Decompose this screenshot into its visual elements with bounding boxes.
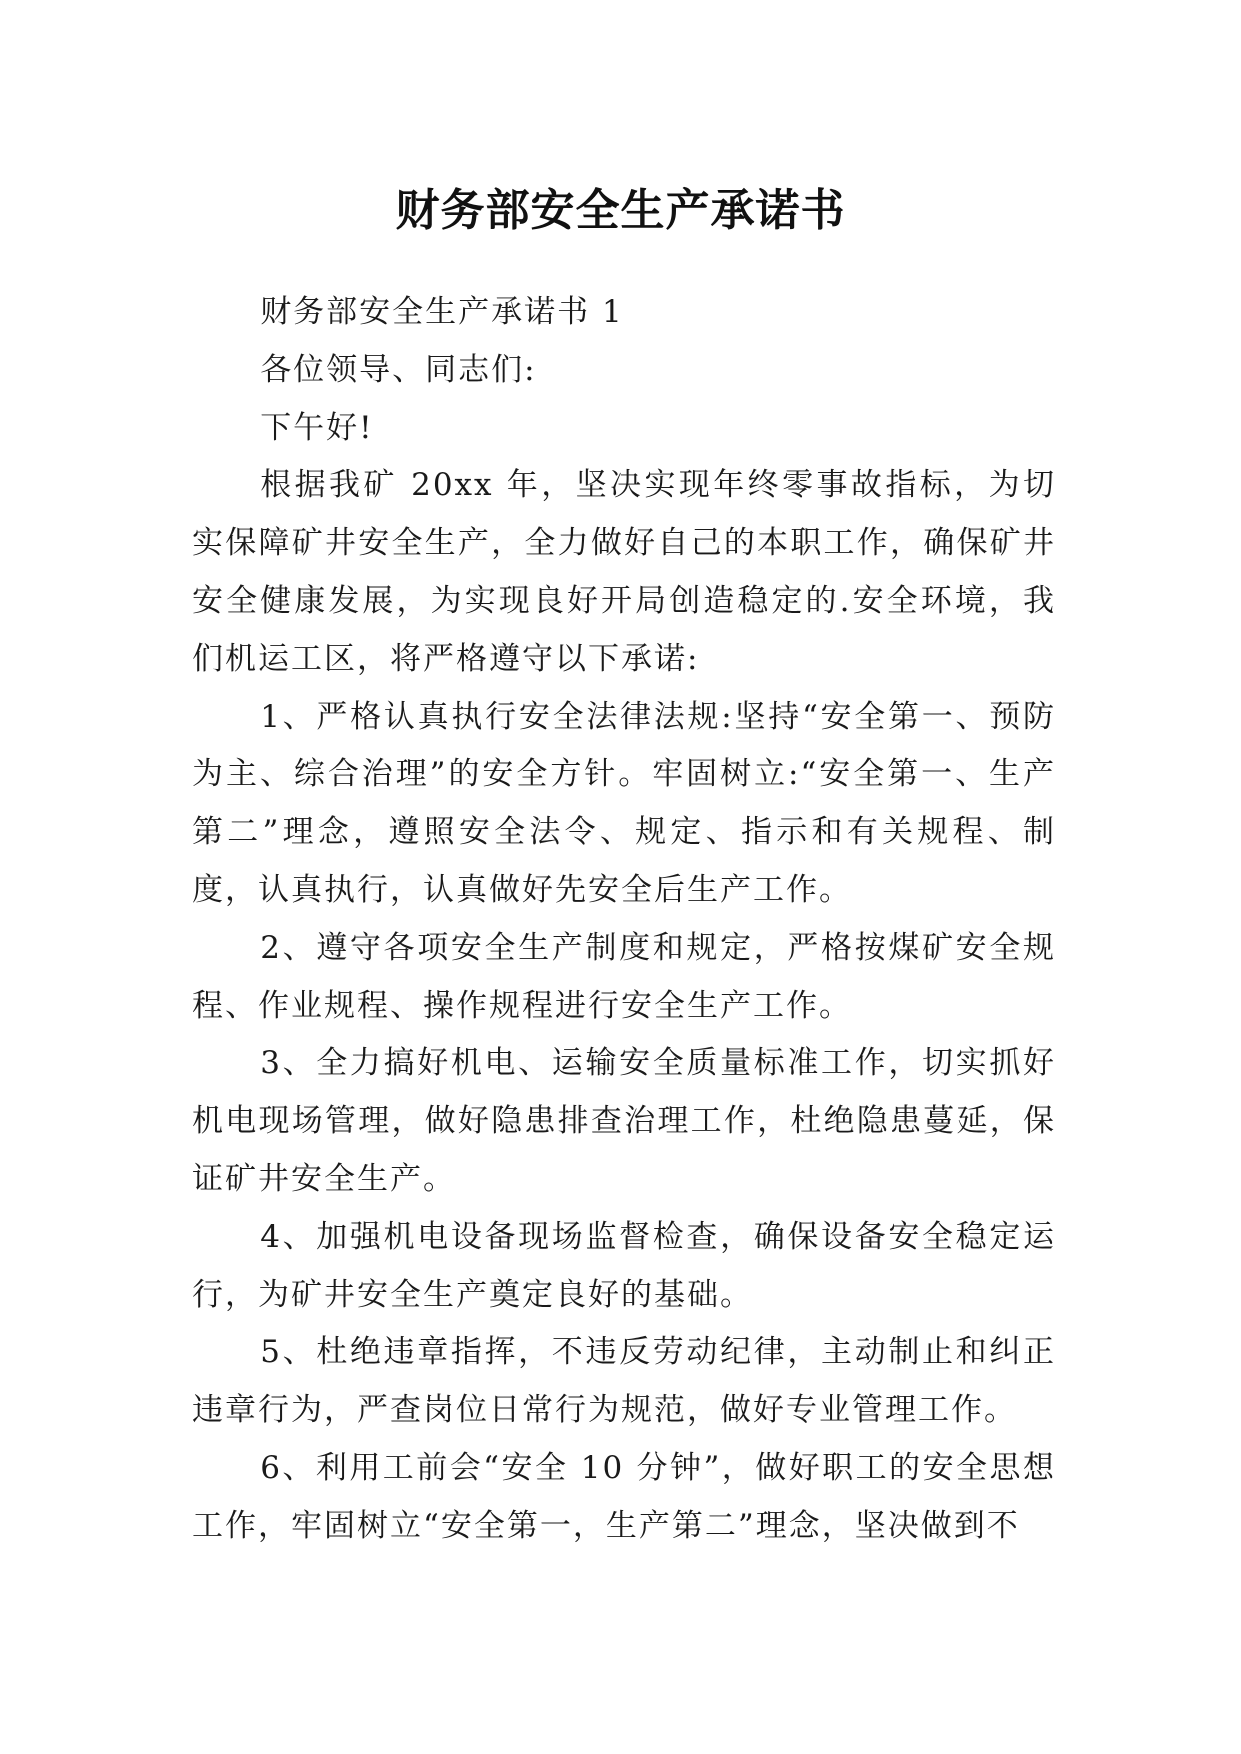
paragraph-item-2: 2、遵守各项安全生产制度和规定，严格按煤矿安全规程、作业规程、操作规程进行安全生产工作。 [192,929,1056,1024]
paragraph-item-1: 1、严格认真执行安全法律法规:坚持“安全第一、预防为主、综合治理”的安全方针。牢固树立:“安全第一、生产第二”理念，遵照安全法令、规定、指示和有关规程、制度，认真执行，认真做好先安全后生产工作。 [192,698,1056,908]
paragraph-subtitle: 财务部安全生产承诺书 1 [260,294,624,330]
paragraph-salutation: 各位领导、同志们: [260,351,537,388]
paragraph-item-5: 5、杜绝违章指挥，不违反劳动纪律，主动制止和纠正违章行为，严查岗位日常行为规范，做好专业管理工作。 [192,1334,1056,1429]
document-body [192,284,1056,1556]
paragraph-greeting: 下午好! [260,409,374,446]
document-title: 财务部安全生产承诺书 [395,185,846,237]
paragraph-intro: 根据我矿 20xx 年，坚决实现年终零事故指标，为切实保障矿井安全生产，全力做好自己的本职工作，确保矿井安全健康发展，为实现良好开局创造稳定的.安全环境，我们机运工区，将严格遵守以下承诺: [192,467,1056,677]
paragraph-item-4: 4、加强机电设备现场监督检查，确保设备安全稳定运行，为矿井安全生产奠定良好的基础。 [192,1218,1056,1313]
paragraph-item-3: 3、全力搞好机电、运输安全质量标准工作，切实抓好机电现场管理，做好隐患排查治理工作，杜绝隐患蔓延，保证矿井安全生产。 [192,1045,1056,1197]
paragraph-item-6: 6、利用工前会“安全 10 分钟”，做好职工的安全思想工作，牢固树立“安全第一，生产第二”理念，坚决做到不 [192,1449,1056,1544]
